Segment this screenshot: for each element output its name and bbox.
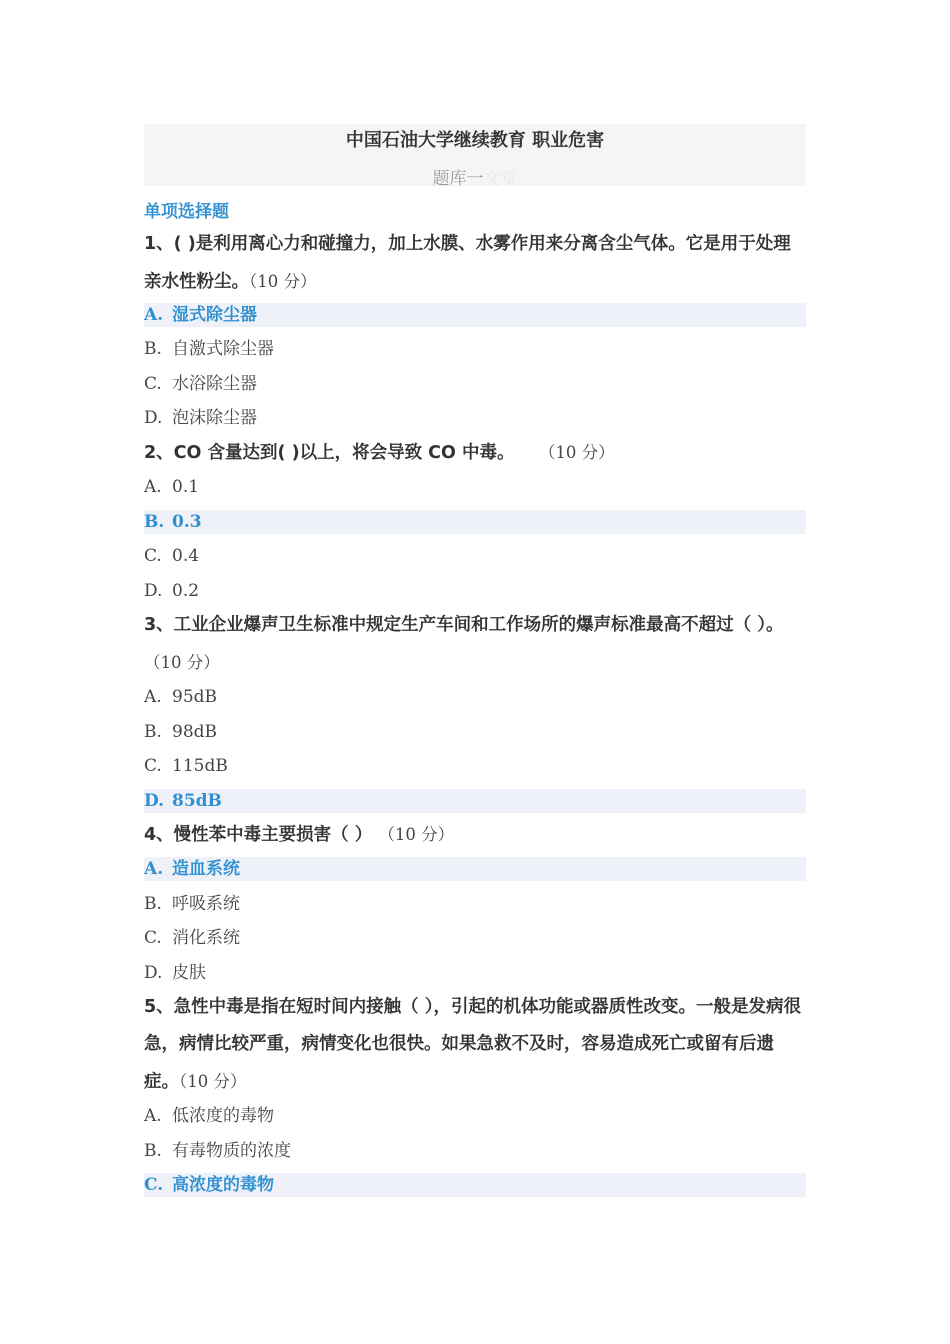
- question-text: 5、急性中毒是指在短时间内接触（ ），引起的机体功能或器质性改变。一般是发病很急，病情比较严重，病情变化也很快。如果急救不及时，容易造成死亡或留有后遗症。: [144, 997, 802, 1092]
- option-letter: D.: [144, 963, 163, 983]
- option-letter: A.: [144, 305, 164, 325]
- option-text: 皮肤: [172, 963, 206, 983]
- option-text: 湿式除尘器: [172, 305, 257, 325]
- question-score: （10 分）: [179, 1072, 247, 1091]
- option-text: 95dB: [172, 687, 218, 707]
- option-text: 消化系统: [172, 928, 240, 948]
- option-1d[interactable]: [144, 406, 806, 430]
- question-score: （10 分）: [378, 825, 455, 844]
- option-text: 0.3: [172, 512, 202, 532]
- question-score: （10 分）: [538, 443, 615, 462]
- option-4a[interactable]: [144, 857, 806, 881]
- option-text: 98dB: [172, 722, 218, 742]
- question-2: [144, 434, 808, 472]
- option-letter: D.: [144, 581, 163, 601]
- option-4c[interactable]: [144, 926, 806, 950]
- option-5b[interactable]: [144, 1139, 806, 1163]
- option-letter: C.: [144, 1175, 164, 1195]
- option-text: 造血系统: [172, 859, 240, 879]
- option-4b[interactable]: [144, 892, 806, 916]
- option-letter: C.: [144, 546, 162, 566]
- option-1a[interactable]: [144, 303, 806, 327]
- option-1b[interactable]: [144, 337, 806, 361]
- option-letter: B.: [144, 722, 162, 742]
- question-1: [144, 226, 808, 301]
- question-3: [144, 607, 808, 682]
- option-letter: A.: [144, 687, 162, 707]
- option-5a[interactable]: [144, 1104, 806, 1128]
- option-letter: C.: [144, 928, 162, 948]
- option-letter: B.: [144, 1141, 162, 1161]
- option-3b[interactable]: [144, 720, 806, 744]
- option-1c[interactable]: [144, 372, 806, 396]
- option-2b[interactable]: [144, 510, 806, 534]
- document-header: [144, 124, 806, 189]
- option-letter: C.: [144, 374, 162, 394]
- option-letter: A.: [144, 859, 164, 879]
- option-letter: A.: [144, 477, 162, 497]
- question-text: 1、( )是利用离心力和碰撞力，加上水膜、水雾作用来分离含尘气体。它是用于处理亲水性粉尘。: [144, 234, 791, 292]
- option-3a[interactable]: [144, 685, 806, 709]
- option-5c[interactable]: [144, 1173, 806, 1197]
- option-text: 自激式除尘器: [172, 339, 274, 359]
- option-text: 水浴除尘器: [172, 374, 257, 394]
- option-text: 0.4: [172, 546, 200, 566]
- question-score: （10 分）: [249, 272, 317, 291]
- question-text: 4、慢性苯中毒主要损害（ ）: [144, 825, 373, 845]
- page-title: 中国石油大学继续教育 职业危害: [345, 130, 605, 151]
- option-text: 85dB: [172, 791, 222, 811]
- option-4d[interactable]: [144, 961, 806, 985]
- question-text: 2、CO 含量达到( )以上，将会导致 CO 中毒。: [144, 443, 515, 463]
- option-3c[interactable]: [144, 754, 806, 778]
- subtitle-main: 题库一: [432, 169, 484, 189]
- option-letter: D.: [144, 408, 163, 428]
- option-letter: B.: [144, 512, 165, 532]
- option-letter: B.: [144, 339, 162, 359]
- section-heading: 单项选择题: [144, 202, 229, 222]
- option-2c[interactable]: [144, 544, 806, 568]
- option-text: 呼吸系统: [172, 894, 240, 914]
- question-5: [144, 989, 808, 1101]
- subtitle-watermark: 文章: [483, 169, 518, 189]
- option-letter: D.: [144, 791, 165, 811]
- option-letter: B.: [144, 894, 162, 914]
- option-text: 0.1: [172, 477, 200, 497]
- option-text: 0.2: [172, 581, 200, 601]
- page-subtitle: [144, 164, 806, 189]
- option-text: 115dB: [172, 756, 228, 776]
- option-2a[interactable]: [144, 475, 806, 499]
- option-text: 低浓度的毒物: [172, 1106, 274, 1126]
- option-3d[interactable]: [144, 789, 806, 813]
- option-letter: A.: [144, 1106, 162, 1126]
- question-text: 3、工业企业爆声卫生标准中规定生产车间和工作场所的爆声标准最高不超过（ ）。: [144, 615, 784, 635]
- option-text: 泡沫除尘器: [172, 408, 257, 428]
- option-2d[interactable]: [144, 579, 806, 603]
- option-text: 高浓度的毒物: [172, 1175, 274, 1195]
- question-4: [144, 816, 808, 854]
- question-score: （10 分）: [144, 653, 220, 672]
- option-text: 有毒物质的浓度: [172, 1141, 291, 1161]
- option-letter: C.: [144, 756, 162, 776]
